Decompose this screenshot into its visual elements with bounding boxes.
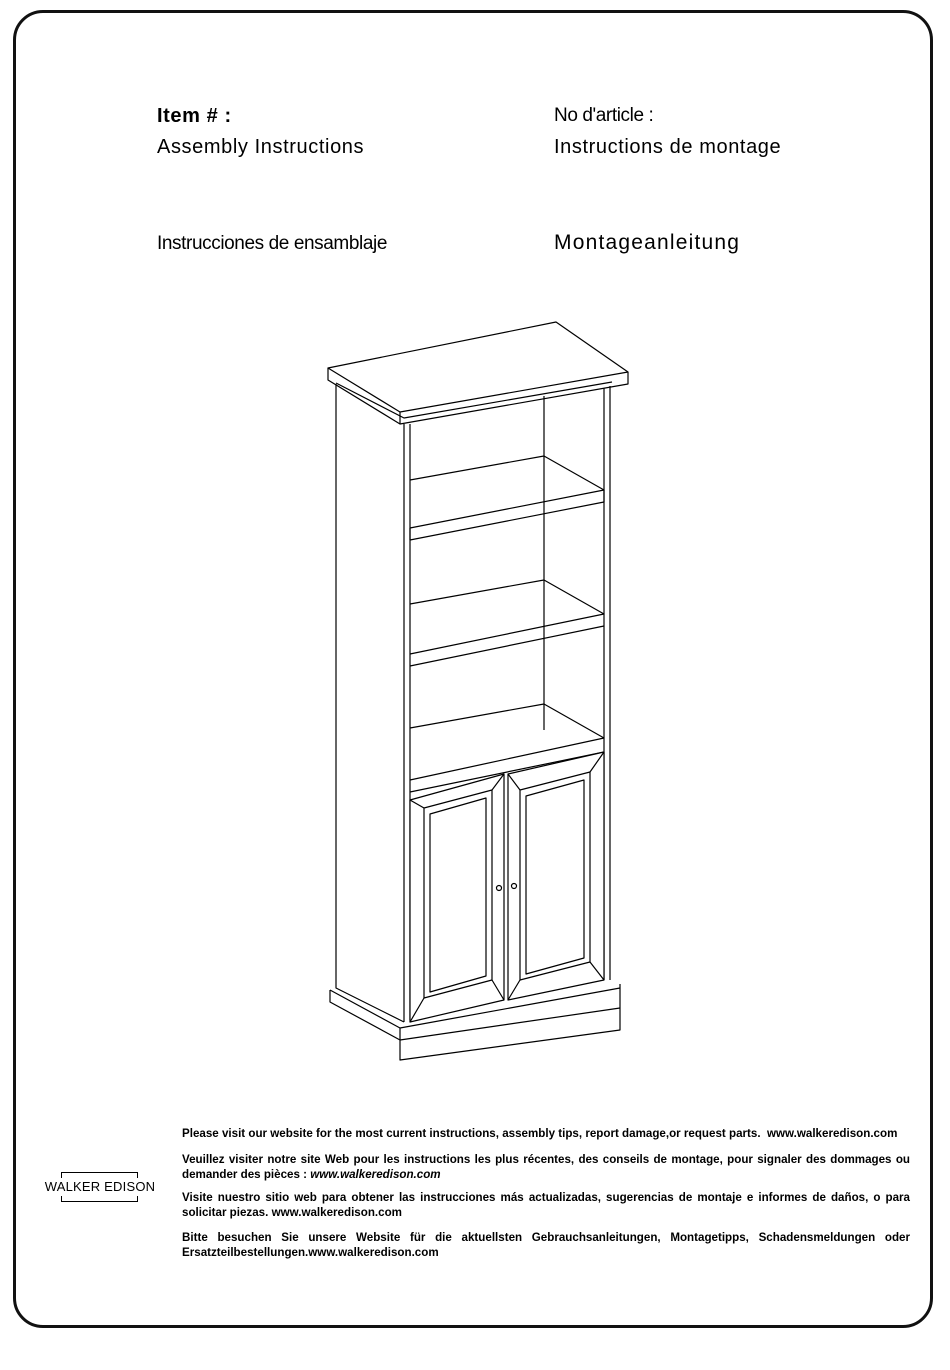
assembly-instructions-en: Assembly Instructions — [157, 136, 365, 158]
footer-german-text: Bitte besuchen Sie unsere Website für die aktuellsten Gebrauchsanleitungen, Montagetipps, Schadensmeldungen oder Ersatzteilbestellungen. — [182, 1231, 910, 1259]
assembly-instructions-es: Instrucciones de ensamblaje — [157, 233, 388, 254]
walker-edison-logo — [40, 1170, 160, 1204]
footer-french-text: Veuillez visiter notre site Web pour les instructions les plus récentes, des conseils de montage, pour signaler des dommages ou demander des pièces : — [182, 1153, 910, 1181]
website-link-en[interactable]: www.walkeredison.com — [767, 1127, 898, 1140]
footer-english — [182, 1127, 910, 1142]
footer-english-text: Please visit our website for the most current instructions, assembly tips, report damage,or request parts. — [182, 1127, 761, 1140]
website-link-fr[interactable]: www.walkeredison.com — [310, 1167, 441, 1181]
footer-spanish — [182, 1191, 910, 1220]
website-link-es[interactable]: www.walkeredison.com — [271, 1205, 402, 1219]
assembly-instructions-de: Montageanleitung — [554, 231, 741, 254]
logo-bracket-top — [61, 1172, 138, 1178]
footer-german — [182, 1231, 910, 1260]
website-link-de[interactable]: www.walkeredison.com — [308, 1245, 439, 1259]
logo-bracket-bottom — [61, 1196, 138, 1202]
footer-spanish-text: Visite nuestro sitio web para obtener las instrucciones más actualizadas, sugerencias de montaje e informes de daños, o para solicitar piezas. — [182, 1191, 910, 1219]
bookcase-cabinet-icon — [320, 318, 640, 1063]
footer-french — [182, 1153, 910, 1182]
item-number-label-en: Item # : — [157, 105, 232, 127]
assembly-instructions-fr: Instructions de montage — [554, 136, 782, 158]
item-number-label-fr: No d'article : — [554, 105, 654, 126]
logo-text: WALKER EDISON — [44, 1179, 156, 1194]
